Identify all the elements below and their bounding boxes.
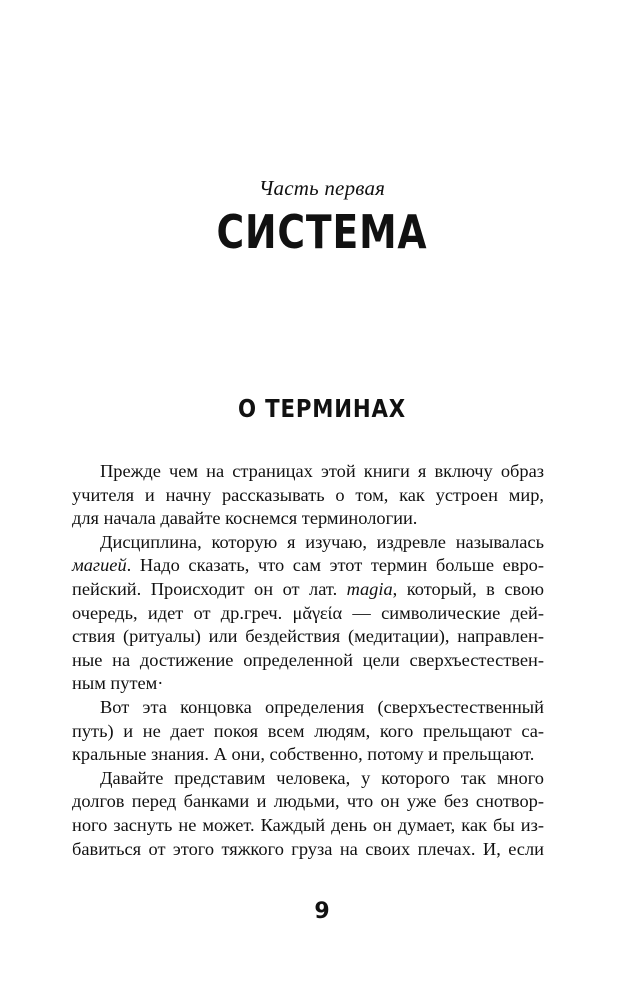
text-line: магией. Надо сказать, что сам этот термин больше евро- <box>72 555 544 576</box>
text-line: очередь, идет от др.греч. μᾰγεία — символические дей- <box>72 602 544 623</box>
text-line: ного заснуть не может. Каждый день он думает, как бы из- <box>72 814 544 835</box>
text-line: учителя и начну рассказывать о том, как устроен мир, <box>72 484 544 505</box>
text-line: Прежде чем на страницах этой книги я включу образ <box>100 461 544 481</box>
text-line: для начала давайте коснемся терминологии. <box>72 508 418 529</box>
section-title: О ТЕРМИНАХ <box>237 394 407 423</box>
text-line: кральные знания. А они, собственно, потому и прельщают. <box>72 744 535 765</box>
text-line: пейский. Происходит он от лат. magia, который, в свою <box>72 578 545 599</box>
part-title: СИСТЕМА <box>216 205 428 259</box>
italic-term: magia <box>346 578 393 599</box>
text-line: ствия (ритуалы) или бездействия (медитации), направлен- <box>72 626 544 647</box>
body-text <box>72 460 544 861</box>
italic-term: магией <box>72 555 127 576</box>
part-label: Часть первая <box>258 176 386 200</box>
text-line: Дисциплина, которую я изучаю, издревле называлась <box>100 531 544 552</box>
text-line: долгов перед банками и людьми, что он уже без снотвор- <box>72 791 544 812</box>
page-number: 9 <box>314 899 330 924</box>
text-line: Давайте представим человека, у которого так много <box>100 767 544 788</box>
text-line: Вот эта концовка определения (сверхъестественный <box>100 696 544 717</box>
text-line: ным путем· <box>72 673 164 694</box>
text-line: бавиться от этого тяжкого груза на своих плечах. И, если <box>72 838 544 859</box>
text-line: путь) и не дает покоя всем людям, кого прельщают са- <box>72 720 544 741</box>
text-line: ные на достижение определенной цели сверхъестествен- <box>72 649 544 670</box>
